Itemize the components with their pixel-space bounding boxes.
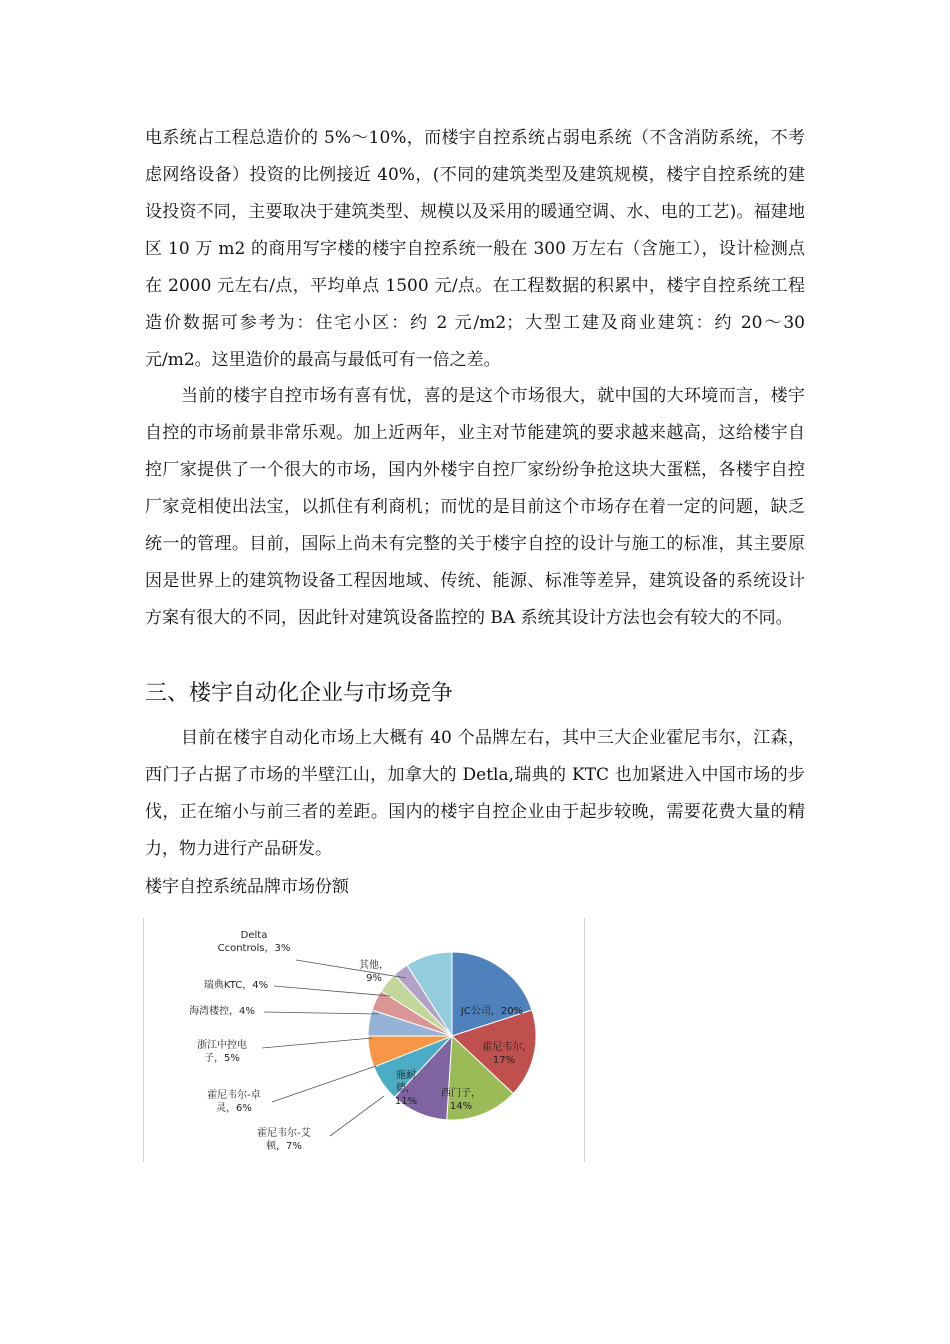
slice-label: 霍尼韦尔-卓灵，6%	[207, 1090, 261, 1114]
paragraph-brands: 目前在楼宇自动化市场上大概有 40 个品牌左右，其中三大企业霍尼韦尔，江森，西门子占据了市场的半壁江山，加拿大的 Detla,瑞典的 KTC 也加紧进入中国市场的步伐，正在缩小与前三者的差距。国内的楼宇自控企业由于起步较晚，需要花费大量的精力，物力进行产品研发。	[145, 728, 805, 859]
slice-label: Delta Ccontrols，3%	[217, 930, 291, 954]
market-share-pie-chart	[143, 918, 585, 1162]
slice-label: 霍尼韦尔-艾顿，7%	[257, 1128, 311, 1152]
slice-label: 瑞典KTC，4%	[203, 980, 269, 991]
slice-label: JC公司，20%	[460, 1006, 524, 1017]
figure-caption: 楼宇自控系统品牌市场份额	[145, 877, 349, 897]
slice-label: 海湾楼控，4%	[189, 1006, 255, 1017]
slice-label: 浙江中控电子，5%	[197, 1040, 247, 1064]
slice-label: 西门子， 14%	[441, 1088, 481, 1112]
leader-line	[296, 960, 406, 978]
pie-chart-svg	[144, 918, 584, 1162]
leader-line	[330, 1096, 384, 1136]
slice-label: 其他， 9%	[359, 960, 389, 984]
section-heading: 三、楼宇自动化企业与市场竞争	[145, 681, 454, 706]
paragraph-market-outlook: 当前的楼宇自控市场有喜有忧，喜的是这个市场很大，就中国的大环境而言，楼宇自控的市场前景非常乐观。加上近两年，业主对节能建筑的要求越来越高，这给楼宇自控厂家提供了一个很大的市场，国内外楼宇自控厂家纷纷争抢这块大蛋糕，各楼宇自控厂家竞相使出法宝，以抓住有利商机；而忧的是目前这个市场存在着一定的问题，缺乏统一的管理。目前，国际上尚未有完整的关于楼宇自控的设计与施工的标准，其主要原因是世界上的建筑物设备工程因地域、传统、能源、标准等差异，建筑设备的系统设计方案有很大的不同，因此针对建筑设备监控的 BA 系统其设计方法也会有较大的不同。	[145, 386, 805, 628]
leader-line	[272, 1066, 376, 1102]
slice-label: 施耐德， 11%	[394, 1070, 418, 1107]
paragraph-cost-overview: 电系统占工程总造价的 5%～10%，而楼宇自控系统占弱电系统（不含消防系统，不考虑网络设备）投资的比例接近 40%，(不同的建筑类型及建筑规模，楼宇自控系统的建设投资不同，主要取决于建筑类型、规模以及采用的暖通空调、水、电的工艺)。福建地区 10 万 m2 的商用写字楼的楼宇自控系统一般在 300 万左右（含施工），设计检测点在 2000 元左右/点，平均单点 1500 元/点。在工程数据的积累中，楼宇自控系统工程造价数据可参考为：住宅小区：约 2 元/m2；大型工建及商业建筑：约 20～30 元/m2。这里造价的最高与最低可有一倍之差。	[145, 128, 805, 370]
leader-line	[274, 986, 390, 996]
leader-line	[264, 1012, 378, 1014]
slice-label: 霍尼韦尔, 17%	[482, 1042, 526, 1066]
leader-line	[262, 1038, 372, 1048]
